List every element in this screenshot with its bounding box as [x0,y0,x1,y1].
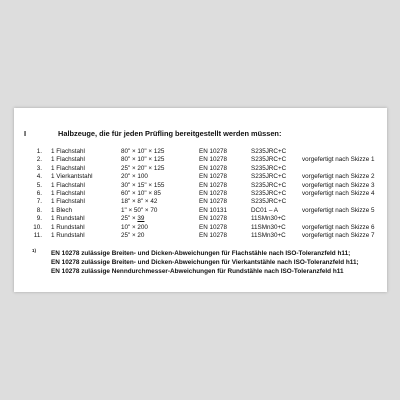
item-number: 11. [33,231,42,239]
item-standard: EN 10131 [199,206,228,214]
item-dimensions: 10" × 200 [121,223,148,231]
item-dimensions: 30" × 15" × 155 [121,181,165,189]
item-quantity: 1 Rundstahl [51,231,85,239]
document-sheet [14,108,387,292]
section-heading [24,129,281,138]
item-quantity: 1 Flachstahl [51,198,85,206]
item-number: 4. [36,173,42,181]
item-dimensions: 80" × 10" × 125 [121,148,165,155]
item-dimensions: 25" × 20" × 125 [121,164,165,172]
item-standard: EN 10278 [199,231,228,239]
list-item [24,190,384,198]
item-dimensions: 18" × 8" × 42 [121,198,158,206]
footnote-block [51,249,359,276]
item-quantity: 1 Rundstahl [51,215,85,223]
list-item [24,165,384,173]
materials-list [24,148,384,240]
item-note: vorgefertigt nach Skizze 5 [302,206,375,214]
item-note: vorgefertigt nach Skizze 7 [302,231,375,239]
list-item [24,198,384,206]
item-standard: EN 10278 [199,215,228,223]
item-dimensions: 80" × 10" × 125 [121,156,165,164]
list-item [24,156,384,164]
item-quantity: 1 Flachstahl [51,164,85,172]
item-material: S235JRC+C [251,164,287,172]
item-number: 2. [36,156,42,164]
item-material: S235JRC+C [251,173,287,181]
item-material: S235JRC+C [251,181,287,189]
item-number: 8. [36,206,42,214]
item-standard: EN 10278 [199,189,228,197]
item-material: DC01 – A [251,206,278,214]
item-standard: EN 10278 [199,181,228,189]
list-item [24,173,384,181]
item-dimensions: 25" × 20 [121,231,145,239]
item-number: 1. [36,148,42,155]
item-dimensions-underlined: 39 [137,215,145,223]
footnote-line: EN 10278 zulässige Breiten- und Dicken-Abweichungen für Flachstähle nach ISO-Toleranzfeld h11; [51,250,351,257]
item-standard: EN 10278 [199,173,228,181]
item-dimensions: 20" × 100 [121,173,148,181]
list-item [24,182,384,190]
item-number: 7. [36,198,42,206]
item-note: vorgefertigt nach Skizze 6 [302,223,375,231]
list-item [24,148,384,156]
item-material: 11SMn30+C [251,223,286,231]
item-note: vorgefertigt nach Skizze 3 [302,181,375,189]
item-standard: EN 10278 [199,148,228,155]
item-standard: EN 10278 [199,156,228,164]
item-quantity: 1 Vierkantstahl [51,173,93,181]
item-quantity: 1 Flachstahl [51,148,85,155]
item-number: 5. [36,181,42,189]
item-number: 3. [36,164,42,172]
item-number: 9. [36,215,42,223]
item-dimensions: 1" × 50" × 70 [121,206,158,214]
item-number: 6. [36,189,42,197]
item-standard: EN 10278 [199,223,228,231]
list-item [24,207,384,215]
item-quantity: 1 Blech [51,206,73,214]
section-title: Halbzeuge, die für jeden Prüfling bereitgestellt werden müssen: [58,129,282,138]
item-quantity: 1 Flachstahl [51,156,85,164]
item-note: vorgefertigt nach Skizze 4 [302,189,375,197]
list-item [24,224,384,232]
item-material: 11SMn30+C [251,231,286,239]
item-dimensions-prefix: 25" × [121,215,138,223]
item-standard: EN 10278 [199,164,228,172]
list-item [24,215,384,223]
item-material: S235JRC+C [251,189,287,197]
item-note: vorgefertigt nach Skizze 1 [302,156,375,164]
footnote-marker: 1) [32,248,37,253]
item-dimensions: 60" × 10" × 85 [121,189,161,197]
item-material: S235JRC+C [251,198,287,206]
item-quantity: 1 Flachstahl [51,189,85,197]
section-roman-numeral: I [24,129,27,138]
item-number: 10. [33,223,42,231]
item-quantity: 1 Rundstahl [51,223,85,231]
footnote-line: EN 10278 zulässige Breiten- und Dicken-Abweichungen für Vierkantstähle nach ISO-Toleranzfeld h11; [51,259,359,266]
item-dimensions [121,215,144,223]
item-material: S235JRC+C [251,156,287,164]
item-standard: EN 10278 [199,198,228,206]
item-note: vorgefertigt nach Skizze 2 [302,173,375,181]
item-material: 11SMn30+C [251,215,286,223]
list-item [24,232,384,240]
item-quantity: 1 Flachstahl [51,181,85,189]
item-material: S235JRC+C [251,148,287,155]
footnote-line: EN 10278 zulässige Nenndurchmesser-Abweichungen für Rundstähle nach ISO-Toleranzfeld h11 [51,268,344,275]
